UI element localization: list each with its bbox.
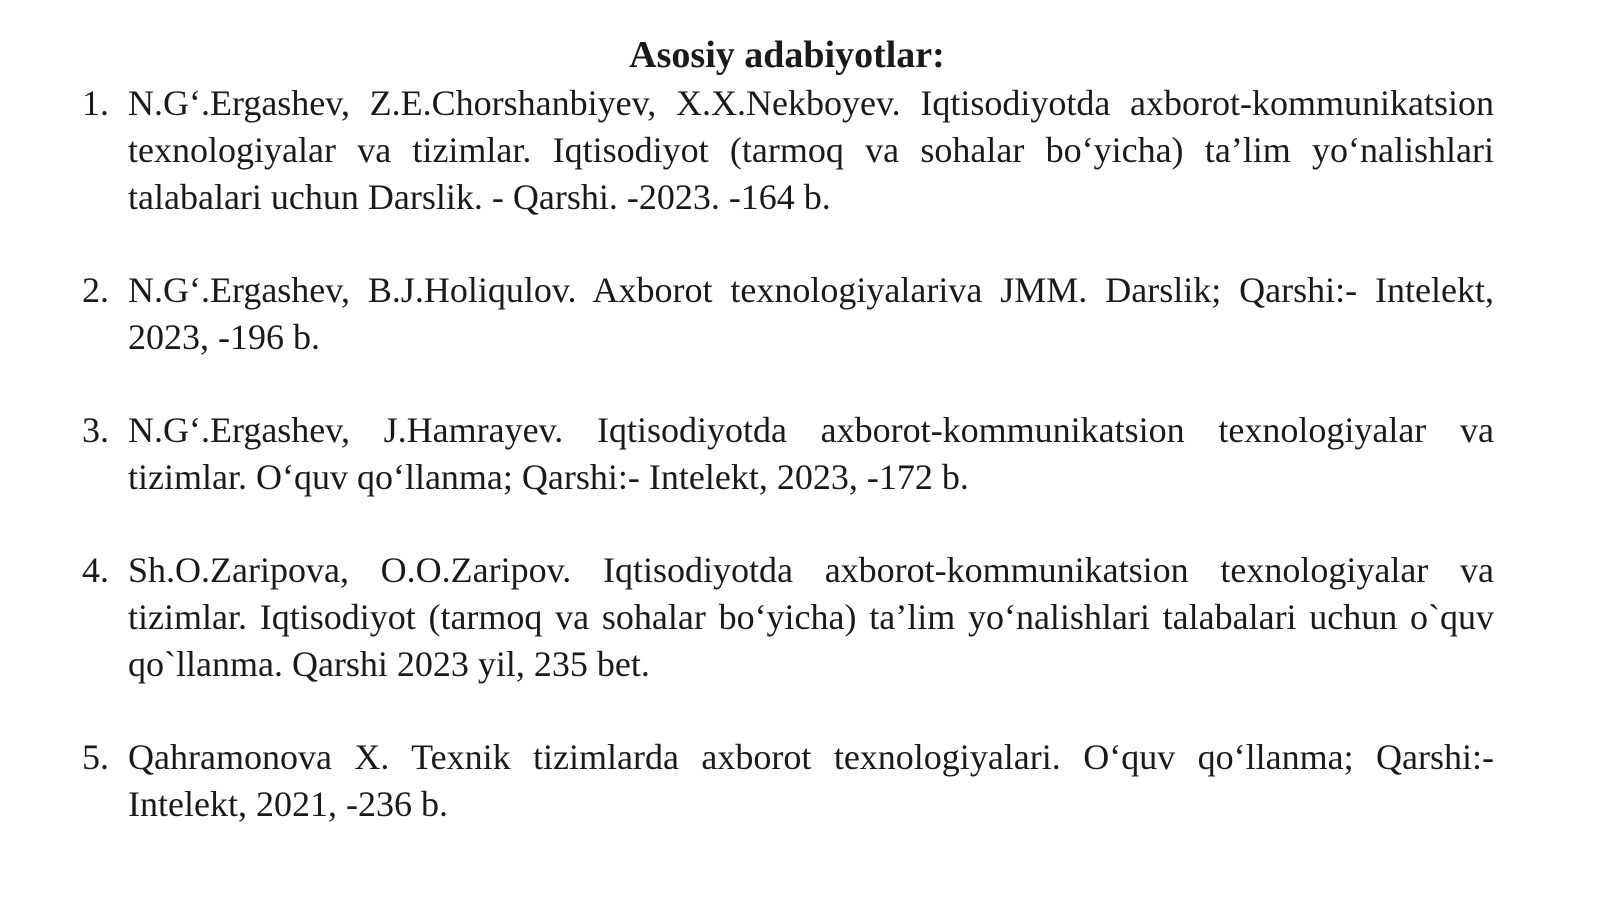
reference-number: 4. (82, 550, 109, 590)
reference-number: 5. (82, 737, 109, 777)
reference-item (74, 267, 1494, 361)
reference-text: Sh.O.Zaripova, O.O.Zaripov. Iqtisodiyotda axborot-kommunikatsion texnologiyalar va tizimlar. Iqtisodiyot (tarmoq va sohalar bo‘yicha) ta’lim yo‘nalishlari talabalari uchun o`quv qo`llanma. Qarshi 2023 yil, 235 bet. (128, 550, 1494, 684)
reference-text: N.G‘.Ergashev, Z.E.Chorshanbiyev, X.X.Nekboyev. Iqtisodiyotda axborot-kommunikatsion texnologiyalar va tizimlar. Iqtisodiyot (tarmoq va sohalar bo‘yicha) ta’lim yo‘nalishlari talabalari uchun Darslik. - Qarshi. -2023. -164 b. (128, 83, 1494, 217)
slide-title: Asosiy adabiyotlar: (629, 34, 945, 76)
reference-item (74, 734, 1494, 828)
reference-text: N.G‘.Ergashev, J.Hamrayev. Iqtisodiyotda axborot-kommunikatsion texnologiyalar va tizimlar. O‘quv qo‘llanma; Qarshi:- Intelekt, 2023, -172 b. (128, 410, 1494, 497)
reference-list (74, 80, 1494, 874)
reference-text: Qahramonova X. Texnik tizimlarda axborot texnologiyalari. O‘quv qo‘llanma; Qarshi:- Intelekt, 2021, -236 b. (128, 737, 1494, 824)
reference-text: N.G‘.Ergashev, B.J.Holiqulov. Axborot texnologiyalariva JMM. Darslik; Qarshi:- Intelekt, 2023, -196 b. (128, 270, 1494, 357)
reference-item (74, 80, 1494, 221)
reference-number: 1. (82, 83, 109, 123)
reference-number: 2. (82, 270, 109, 310)
reference-item (74, 547, 1494, 688)
reference-number: 3. (82, 410, 109, 450)
reference-item (74, 407, 1494, 501)
